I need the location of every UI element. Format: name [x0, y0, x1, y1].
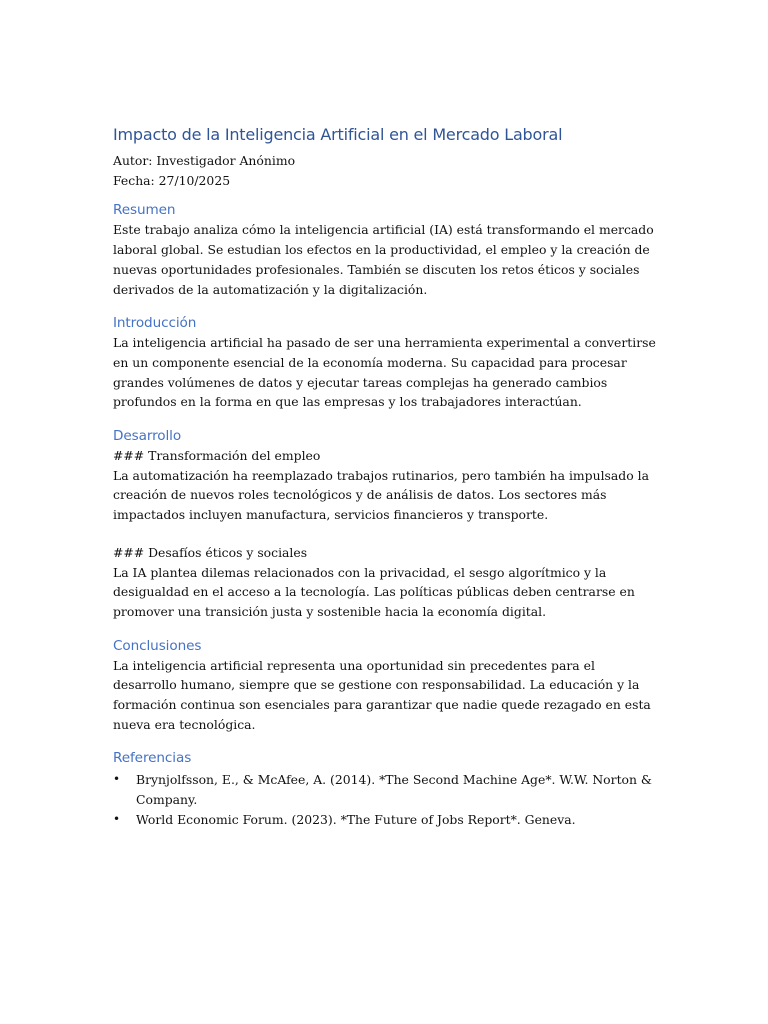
section-body-resumen: Este trabajo analiza cómo la inteligencia artificial (IA) está transformando el mercado laboral global. Se estudian los efectos en la productividad, el empleo y la creación de nuevas oportunidades profesionales. También se discuten los retos éticos y sociales derivados de la automatización y la digitalización. [113, 222, 654, 297]
subheading-desafios: ### Desafíos éticos y sociales [113, 544, 308, 560]
bullet-icon: • [113, 772, 121, 787]
section-body-introduccion: La inteligencia artificial ha pasado de ser una herramienta experimental a convertirse en un componente esencial de la economía moderna. Su capacidad para procesar grandes volúmenes de datos y ejecutar tareas complejas ha generado cambios profundos en la forma en que las empresas y los trabajadores interactúan. [113, 335, 656, 410]
reference-text: World Economic Forum. (2023). *The Future of Jobs Report*. Geneva. [136, 811, 576, 827]
section-body-conclusiones: La inteligencia artificial representa una oportunidad sin precedentes para el desarrollo humano, siempre que se gestione con responsabilidad. La educación y la formación continua son esenciales para garantizar que nadie quede rezagado en esta nueva era tecnológica. [113, 657, 651, 732]
author-line: Autor: Investigador Anónimo [113, 153, 296, 168]
subsection-body-transformacion: La automatización ha reemplazado trabajos rutinarios, pero también ha impulsado la creación de nuevos roles tecnológicos y de análisis de datos. Los sectores más impactados incluyen manufactura, servicios financieros y transporte. [113, 467, 649, 523]
list-item [113, 810, 658, 830]
references-list [113, 770, 658, 829]
subsection-body-desafios: La IA plantea dilemas relacionados con la privacidad, el sesgo algorítmico y la desigualdad en el acceso a la tecnología. Las políticas públicas deben centrarse en promover una transición justa y sostenible hacia la economía digital. [113, 564, 635, 619]
list-item [113, 770, 658, 809]
date-line: Fecha: 27/10/2025 [113, 172, 231, 188]
bullet-icon: • [113, 811, 121, 826]
reference-text: Brynjolfsson, E., & McAfee, A. (2014). *The Second Machine Age*. W.W. Norton & Company. [136, 772, 652, 808]
paragraph-spacer [113, 525, 658, 543]
section-heading-desarrollo: Desarrollo [113, 428, 182, 445]
subheading-transformacion: ### Transformación del empleo [113, 448, 321, 464]
section-heading-referencias: Referencias [113, 750, 192, 767]
section-heading-conclusiones: Conclusiones [113, 637, 202, 654]
document-title: Impacto de la Inteligencia Artificial en el Mercado Laboral [113, 125, 563, 144]
section-heading-introduccion: Introducción [113, 315, 197, 332]
document-page [113, 122, 658, 830]
section-heading-resumen: Resumen [113, 202, 176, 219]
